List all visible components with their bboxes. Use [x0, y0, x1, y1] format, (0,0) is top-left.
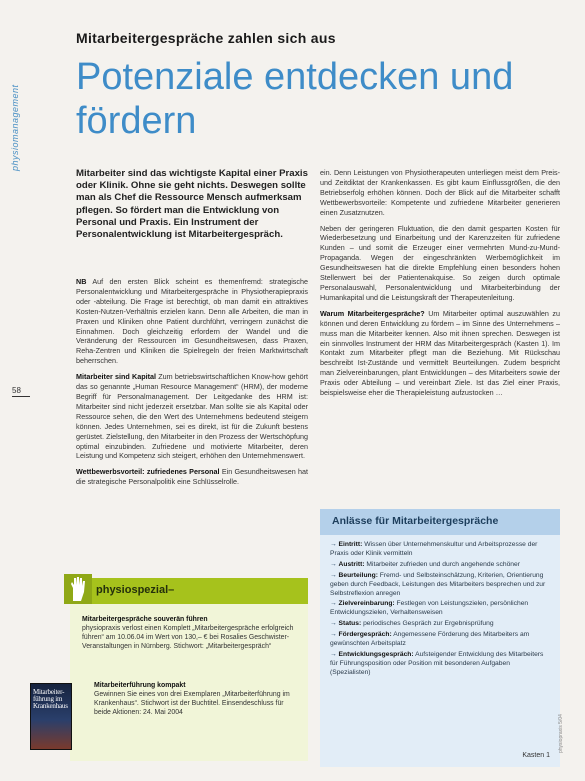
contest-item-2-title: Mitarbeiterführung kompakt — [94, 682, 186, 689]
list-item: → Austritt: Mitarbeiter zufrieden und durch angehende schöner — [330, 560, 520, 568]
physiospezial-header — [70, 578, 308, 604]
info-box-list — [320, 535, 560, 678]
arrow-right-icon: → — [330, 560, 337, 568]
section-label — [7, 60, 23, 180]
subhead-why: Warum Mitarbeitergespräche? — [320, 308, 425, 318]
article-column-2 — [320, 168, 560, 404]
paragraph-competition: Wettbewerbsvorteil: zufriedenes Personal Ein Gesundheitswesen hat die strategische Personalpolitik eine Schlüsselrolle. — [76, 467, 308, 487]
paragraph-capital: Mitarbeiter sind Kapital Zum betriebswirtschaftlichen Know-how gehört das so genannte „Human Resource Management“ (HRM), der moderne Begriff für Personalmanagement. Der Leitgedanke des HRM ist: Mitarbeiter sind nicht jederzeit ersetzbar. Man sollte sie als Kapital oder Ressource sehen, die den Wert des Unternehmens bedeutend steigern können. Jedes Unternehmen, sei es direkt, ist für die Zukunft bestens gerüstet. Zielstellung, den Mitarbeiter in den Prozess der Wertschöpfung optimal einzubinden. Zufriedene und motivierte Mitarbeiter, deren Leistung und Kompetenz sich steigert, erhöhen den Unternehmenswert. — [76, 372, 308, 461]
page-number: 58 — [12, 386, 21, 395]
intro-marker: NB — [76, 277, 87, 286]
article-column-1 — [76, 277, 308, 493]
arrow-right-icon: → — [330, 650, 337, 658]
lead-paragraph: Mitarbeiter sind das wichtigste Kapital einer Praxis oder Klinik. Ohne sie geht nichts. Deswegen sollte man als Chef die Ressource Mensch aufmerksam pflegen. So fördert man die Entwicklung von Personal und Praxis. Ein Instrument der Personalentwicklung ist Mitarbeitergespräch. — [76, 168, 308, 241]
section-label-text: physiomanagement — [10, 84, 20, 171]
arrow-right-icon: → — [330, 541, 337, 548]
photo-credit-text: physiopraxis 5/04 — [558, 714, 564, 753]
paragraph-fluctuation: Neben der geringeren Fluktuation, die den damit gesparten Kosten für Wiederbesetzung und Einarbeitung und der Karenzzeiten für zufriedene Kunden – und somit die Erzeuger einer vermehrten Mund-zu-Mund-Propaganda. Wegen der eingeschränkten Werbemöglichkeit im Gesundheitswesen hat die direkte Empfehlung einen besonders hohen Stellenwert bei der Patientenakquise. So zeigen durch optimale Personalauswahl, Personalentwicklung und Mitarbeiterbindung der Humankapital und die Leistungskraft der Therapeutenleitung. — [320, 223, 560, 302]
list-item: → Zielvereinbarung: Festlegen von Leistungszielen, persönlichen Entwicklungszielen, Verhaltensweisen — [330, 600, 529, 617]
contest-item-1-text: physiopraxis verlost einen Komplett „Mitarbeitergespräche erfolgreich führen“ am 10.06.04 im Wert von 130,– € bei Rosalies Geschwister-Veranstaltungen in Nürnberg. Stichwort: „Mitarbeitergespräch“ — [82, 624, 294, 650]
physiospezial-box — [70, 578, 308, 761]
list-item: → Entwicklungsgespräch: Aufsteigender Entwicklung des Mitarbeiters für Führungsposition oder Position mit besonderen Aufgaben (Spezialisten) — [330, 650, 544, 676]
physiospezial-title: physiospezial– — [96, 584, 175, 596]
subhead-competition: Wettbewerbsvorteil: zufriedenes Personal — [76, 467, 220, 477]
info-box-title: Anlässe für Mitarbeitergespräche — [320, 509, 560, 535]
arrow-right-icon: → — [330, 620, 337, 628]
headline: Potenziale entdecken und fördern — [76, 56, 514, 142]
photo-credit — [556, 665, 568, 755]
subhead-capital: Mitarbeiter sind Kapital — [76, 372, 156, 382]
page-number-rule — [12, 396, 30, 397]
arrow-right-icon: → — [330, 600, 337, 608]
paragraph-intro: NB Auf den ersten Blick scheint es themenfremd: strategische Personalentwicklung und Mitarbeitergespräche in Physiotherapiepraxis oder -abteilung. Die Frage ist berechtigt, ob man damit ein attraktives Kosten-Nutzen-Verhältnis erzielen kann. Denn alle Arbeiten, die man in Praxen und Kliniken ohne Patient durchführt, verringern zunächst die Einnahmen. Doch gleichzeitig erfordern der Wandel und die Veränderung der Ressourcen im Gesundheitswesen, dass Praxen, Reha-Zentren und Kliniken die Spielregeln der freien Marktwirtschaft beherrschen. — [76, 277, 308, 366]
list-item: → Beurteilung: Fremd- und Selbsteinschätzung, Kriterien, Orientierung geben durch Feedback, Leistungen des Mitarbeiters besprechen und zur Selbstreflexion anregen — [330, 571, 546, 597]
info-box — [320, 509, 560, 767]
arrow-right-icon: → — [330, 571, 337, 579]
list-item: → Status: periodisches Gespräch zur Ergebnisprüfung — [330, 620, 494, 628]
contest-item-1 — [82, 616, 300, 652]
arrow-right-icon: → — [330, 631, 337, 639]
book-cover — [30, 683, 72, 750]
kicker: Mitarbeitergespräche zahlen sich aus — [76, 30, 336, 46]
contest-item-2 — [94, 682, 300, 718]
paragraph-continuation: ein. Denn Leistungen von Physiotherapeuten unterliegen meist dem Preis- und Zeitdiktat der Krankenkassen. Es gibt kaum Einflussgrößen, die den Betriebserfolg erhöhen können. Doch der Blick auf die Mitarbeiter schafft Wettbewerbsvorteile: Kompetente und zufriedene Mitarbeiter generieren einen Zusatznutzen. — [320, 168, 560, 217]
paragraph-why: Warum Mitarbeitergespräche? Um Mitarbeiter optimal auszuwählen zu können und deren Entwicklung zu fördern – im Sinne des Unternehmens – muss man die Mitarbeiter kennen. Also mit ihnen sprechen. Deswegen ist ein sinnvolles Instrument der HRM das Mitarbeitergespräch (Kasten 1). Im Kontakt zum Mitarbeiter pflegt man die Beziehung. Mit Rückschau beschreibt Ist-Zustände und vermittelt Beurteilungen. Zudem bespricht man Zielvereinbarungen, plant Entwicklungen – des Mitarbeiters sowie der Praxis oder Abteilung – und vereinbart Ziele. Ist das Ziel einer Praxis, beispielsweise eher die Therapieleistung aufzustocken … — [320, 308, 561, 398]
list-item: → Eintritt: Wissen über Unternehmenskultur und Arbeitsprozesse der Praxis oder Klinik vermitteln — [330, 541, 538, 557]
book-cover-title: Mitarbeiter-führung im Krankenhaus — [33, 688, 68, 710]
contest-item-1-title: Mitarbeitergespräche souverän führen — [82, 616, 208, 623]
list-item: → Fördergespräch: Angemessene Förderung des Mitarbeiters am gewünschten Arbeitsplatz — [330, 631, 530, 648]
info-box-caption: Kasten 1 — [522, 752, 550, 759]
contest-item-2-text: Gewinnen Sie eines von drei Exemplaren „Mitarbeiterführung im Krankenhaus“. Stichwort ist der Buchtitel. Einsendeschluss für beide Aktionen: 24. Mai 2004 — [94, 690, 290, 716]
hand-icon — [64, 574, 92, 604]
